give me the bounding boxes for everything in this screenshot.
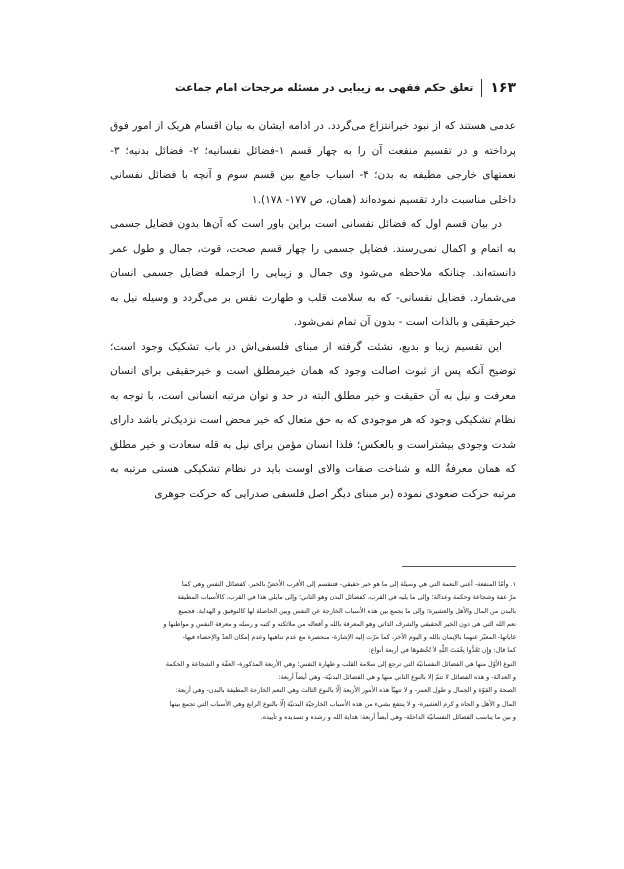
footnote-divider (402, 566, 516, 567)
footnote-line: الصحة و القوّة و الجمال و طول العمر- و لا تتهيّأ هذه الأمور الأربعة إلّا بالنوع الثالث وهي النعم الخارجة المطيفة بالبدن- وهي أربعة: (175, 686, 516, 695)
footnote-line: و بين ما يناسب الفضائل النفسانيّة الداخلة- وهي أيضاً أربعة: هداية الله و رشده و تسديده و تأييده. (260, 712, 516, 721)
paragraph: این تقسیم زیبا و بدیع، نشئت گرفته از مبنای فلسفی‌اش در باب تشکیک وجود است؛ توضیح آنکه پس از ثبوت اصالت وجود که همان خیرمطلق است و خیرحقیقی برای انسان معرفت و نیل به آن حقیقت و خیر مطلق البته در حد و توان مرتبه انسانی است، با توجه به نظام تشکیکی وجود که هر موجودی که به حق متعال که خیر محض است نزدیک‌تر باشد دارای شدت وجودی بیشتراست و بالعکس؛ فلذا انسان مؤمن برای نیل به قله سعادت و خیر مطلق که همان معرفةُ الله و شناخت صفات والای اوست باید در نظام تشکیکی هستی مرتبه به مرتبه حرکت صعودی نموده (بر مبنای دیگر اصل فلسفی صدرایی که حرکت جوهری (110, 340, 516, 500)
footnote-line: مرّ عفة وشجاعة وحكمة وعدالة؛ وإلى ما يليه في القرب، كفضائل البدن وهو الثاني؛ وإلى مايلي هذا في القرب، كالأسباب المطيفة (177, 593, 516, 602)
footnote-line: غاياتها- المعبّر عنهما بالإيمان بالله و اليوم الآخر، كما مرّت إليه الإشارة- منحصرة مع عدم تناهيها وعدم إمكان العدّ والإحصاء فيها- (182, 633, 516, 642)
footnote-line: المال و الأهل و الجاه و كرم العشيرة- و لا ينتفع بشيء من هذه الأسباب الخارجيّة البدنيّة إلّا بالنوع الرابع وهي الأسباب التي تجمع بينها (169, 699, 516, 708)
footnote-line: ۱. وأمّا المنفعة- أعني النعمة التي هي وسيلة إلى ما هو خير حقيقي- فتنقسم إلى الأقرب الأخصّ بالخير، كفضائل النفس وهي كما (181, 580, 516, 588)
footnotes (110, 578, 516, 724)
footnote-line: كما قال: وَإِن تَعُدُّوا نِعْمَتَ اللَّهِ لاَ تُحْصُوهَا في أربعة أنواع: (368, 646, 516, 655)
paragraph: در بیان قسم اول که فضائل نفسانی است براین باور است که آن‌ها بدون فضایل جسمی به اتمام و اکمال نمی‌رسند. فضایل جسمی را چهار قسم صحت، قوت، جمال و طول عمر دانسته‌اند. چنانکه ملاحظه می‌شود وی جمال و زیبایی را ازجمله فضایل جسمی انسان می‌شمارد. فضایل نفسانی- که به سلامت قلب و طهارت نفس بر می‌گردد و وسیله نیل به خیرحقیقی و بالذات است - بدون آن تمام نمی‌شود. (110, 218, 516, 328)
footnote-line: بالبدن من المال والأهل والعشيرة؛ وإلى ما يجمع بين هذه الأسباب الخارجة عن النفس وبين الحاصلة لها كالتوفيق و الهداية. فجميع (178, 606, 516, 615)
footnote-line: نعم الله التي هي دون الخير الحقيقي والشرف الذاتي وهو المعرفة بالله و أفعاله من ملائكته و كتبه و رسله و معرفة النفس و مواطنها و (163, 619, 516, 628)
footnote-line: النوع الأوّل منها هي الفضائل النفسانيّة التي ترجع إلى سلامة القلب و طهارة النفس؛ وهي الأربعة المذكورة- العفّة و الشجاعة و الحكمة (165, 659, 516, 668)
paragraph: عدمی هستند که از نبود خیرانتزاع می‌گردد. در ادامه ایشان به بیان اقسام هریک از امور فوق پرداخته و در تقسیم منفعت آن را به چهار قسم ۱-فضائل نفسانیه؛ ۲- فضائل بدنیه؛ ۳- نعمتهای خارجی مطیفه به بدن؛ ۴- اسباب جامع بین قسم سوم و آنچه با فضائل نفسانی داخلی مناسبت دارد تقسیم نموده‌اند (همان، ص ۱۷۷- ۱۷۸).۱ (110, 120, 517, 206)
running-title: تعلق حکم فقهی به زیبایی در مسئله مرجحات امام جماعت (175, 82, 474, 94)
page-header (110, 77, 516, 99)
body-text (110, 114, 516, 506)
page-number: ۱۶۳ (481, 79, 516, 97)
footnote-line: و العدالة- و هذه الفضائل لا تتمّ إلا بالنوع الثاني منها و هي الفضائل البدنيّة- وهي أيضاً أربعة: (278, 673, 516, 682)
